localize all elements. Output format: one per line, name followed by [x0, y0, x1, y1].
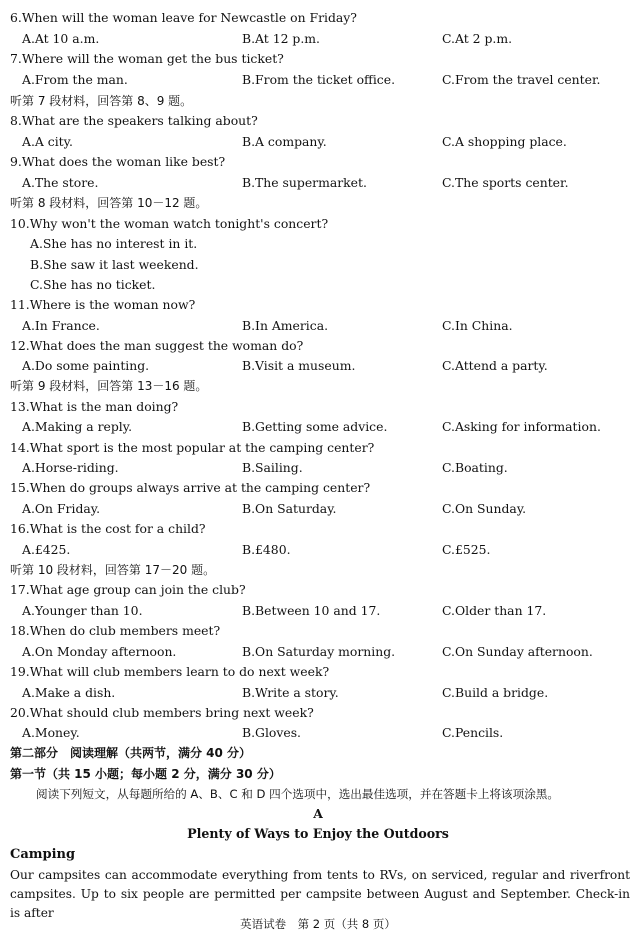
question-18-options: [22, 644, 622, 660]
option-b: B.Gloves.: [242, 725, 301, 740]
question-13-stem: 13.What is the man doing?: [10, 399, 179, 414]
question-9-options: [22, 175, 622, 191]
option-a: A.Horse-riding.: [22, 460, 119, 475]
option-b: B.From the ticket office.: [242, 72, 396, 87]
question-8-stem: 8.What are the speakers talking about?: [10, 113, 258, 128]
option-b: B.A company.: [242, 134, 327, 149]
option-a: A.Money.: [22, 725, 80, 740]
question-18-stem: 18.When do club members meet?: [10, 623, 221, 638]
question-19-options: [22, 685, 622, 701]
option-c: C.In China.: [442, 318, 513, 333]
question-17-options: [22, 603, 622, 619]
question-14-options: [22, 460, 622, 476]
question-20-options: [22, 725, 622, 741]
question-15-options: [22, 501, 622, 517]
option-c: C.Older than 17.: [442, 603, 547, 618]
option-c: C.At 2 p.m.: [442, 31, 513, 46]
option-a: A.On Friday.: [22, 501, 101, 516]
question-7-options: [22, 72, 622, 88]
question-14-stem: 14.What sport is the most popular at the camping center?: [10, 440, 375, 455]
part-two-heading: 第二部分 阅读理解（共两节，满分 40 分）: [10, 746, 252, 760]
question-11-stem: 11.Where is the woman now?: [10, 297, 196, 312]
option-b: B.Write a story.: [242, 685, 339, 700]
option-c: C.Boating.: [442, 460, 508, 475]
option-b: B.Between 10 and 17.: [242, 603, 381, 618]
option-a: A.Younger than 10.: [22, 603, 143, 618]
option-c: C.Build a bridge.: [442, 685, 549, 700]
question-8-options: [22, 134, 622, 150]
option-c: C.Attend a party.: [442, 358, 548, 373]
option-a: A.At 10 a.m.: [22, 31, 100, 46]
question-10-stem: 10.Why won't the woman watch tonight's concert?: [10, 216, 329, 231]
question-10-option-c: C.She has no ticket.: [30, 277, 156, 292]
option-b: B.At 12 p.m.: [242, 31, 320, 46]
question-15-stem: 15.When do groups always arrive at the camping center?: [10, 480, 371, 495]
option-a: A.£425.: [22, 542, 71, 557]
passage-title: Plenty of Ways to Enjoy the Outdoors: [187, 826, 449, 841]
option-b: B.Sailing.: [242, 460, 303, 475]
question-10-option-b: B.She saw it last weekend.: [30, 257, 199, 272]
question-12-stem: 12.What does the man suggest the woman do?: [10, 338, 304, 353]
option-b: B.The supermarket.: [242, 175, 367, 190]
section-subheading: Camping: [10, 847, 76, 862]
option-c: C.Asking for information.: [442, 419, 601, 434]
option-c: C.Pencils.: [442, 725, 504, 740]
question-12-options: [22, 358, 622, 374]
option-a: A.The store.: [22, 175, 99, 190]
question-11-options: [22, 318, 622, 334]
question-7-stem: 7.Where will the woman get the bus ticket?: [10, 51, 284, 66]
option-c: C.On Sunday afternoon.: [442, 644, 593, 659]
option-b: B.On Saturday.: [242, 501, 337, 516]
question-19-stem: 19.What will club members learn to do next week?: [10, 664, 330, 679]
section-one-heading: 第一节（共 15 小题；每小题 2 分，满分 30 分）: [10, 767, 281, 781]
listening-instruction-8: 听第 8 段材料，回答第 10－12 题。: [10, 196, 208, 210]
option-b: B.In America.: [242, 318, 329, 333]
question-13-options: [22, 419, 622, 435]
option-b: B.On Saturday morning.: [242, 644, 396, 659]
listening-instruction-9: 听第 9 段材料，回答第 13－16 题。: [10, 379, 208, 393]
option-c: C.On Sunday.: [442, 501, 527, 516]
option-a: A.On Monday afternoon.: [22, 644, 177, 659]
passage-paragraph: Our campsites can accommodate everything from tents to RVs, on serviced, regular and riverfront campsites. Up to six people are permitted per campsite between August and September. Check-in is after: [10, 868, 630, 920]
option-c: C.£525.: [442, 542, 491, 557]
question-16-stem: 16.What is the cost for a child?: [10, 521, 206, 536]
question-16-options: [22, 542, 622, 558]
option-a: A.Do some painting.: [22, 358, 150, 373]
question-20-stem: 20.What should club members bring next week?: [10, 705, 314, 720]
option-a: A.Making a reply.: [22, 419, 133, 434]
listening-instruction-7: 听第 7 段材料，回答第 8、9 题。: [10, 94, 193, 108]
reading-instruction: 阅读下列短文，从每题所给的 A、B、C 和 D 四个选项中，选出最佳选项，并在答题卡上将该项涂黑。: [36, 787, 559, 801]
question-10-option-a: A.She has no interest in it.: [30, 236, 198, 251]
option-a: A.Make a dish.: [22, 685, 116, 700]
passage-letter: A: [313, 806, 323, 821]
question-6-options: [22, 31, 622, 47]
option-c: C.From the travel center.: [442, 72, 601, 87]
option-c: C.A shopping place.: [442, 134, 567, 149]
question-9-stem: 9.What does the woman like best?: [10, 154, 226, 169]
option-a: A.In France.: [22, 318, 100, 333]
page-footer: 英语试卷 第 2 页（共 8 页）: [240, 917, 396, 931]
option-b: B.Getting some advice.: [242, 419, 388, 434]
option-a: A.From the man.: [22, 72, 128, 87]
option-b: B.Visit a museum.: [242, 358, 356, 373]
question-17-stem: 17.What age group can join the club?: [10, 582, 246, 597]
option-c: C.The sports center.: [442, 175, 569, 190]
listening-instruction-10: 听第 10 段材料，回答第 17－20 题。: [10, 563, 216, 577]
option-a: A.A city.: [22, 134, 73, 149]
option-b: B.£480.: [242, 542, 291, 557]
question-6-stem: 6.When will the woman leave for Newcastle on Friday?: [10, 10, 357, 25]
